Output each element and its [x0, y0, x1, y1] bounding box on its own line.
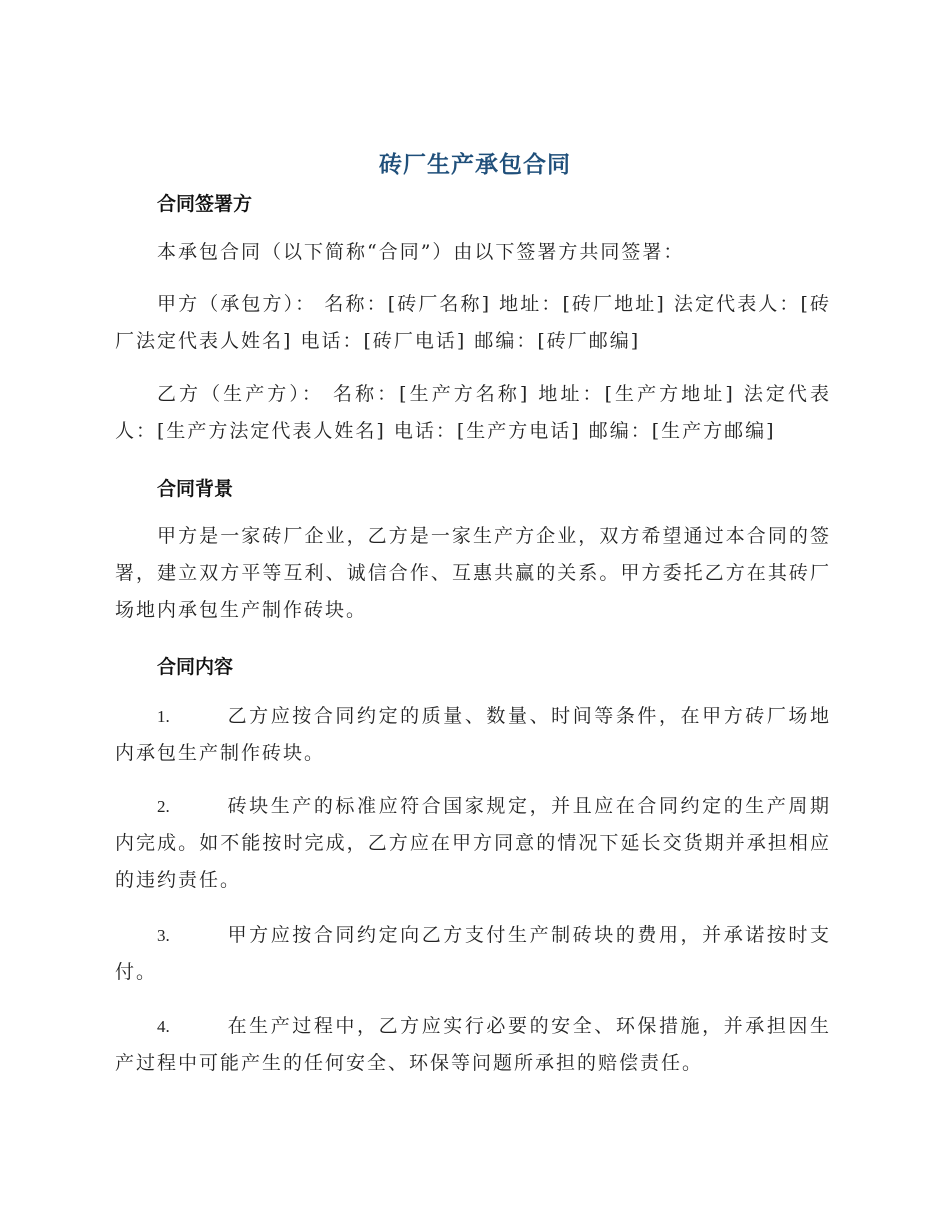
item-number: 1. [157, 707, 170, 726]
item-text: 甲方应按合同约定向乙方支付生产制砖块的费用，并承诺按时支付。 [115, 924, 831, 983]
document-title: 砖厂生产承包合同 [379, 152, 571, 178]
item-text: 砖块生产的标准应符合国家规定，并且应在合同约定的生产周期内完成。如不能按时完成，乙方应在甲方同意的情况下延长交货期并承担相应的违约责任。 [115, 795, 831, 891]
section-heading-signatories: 合同签署方 [157, 193, 253, 215]
background-text: 甲方是一家砖厂企业，乙方是一家生产方企业，双方希望通过本合同的签署，建立双方平等互利、诚信合作、互惠共赢的关系。甲方委托乙方在其砖厂场地内承包生产制作砖块。 [115, 525, 831, 621]
content-item [115, 698, 831, 772]
item-number: 3. [157, 926, 170, 945]
signatories-intro: 本承包合同（以下简称“合同”）由以下签署方共同签署： [157, 241, 685, 263]
item-text: 乙方应按合同约定的质量、数量、时间等条件，在甲方砖厂场地内承包生产制作砖块。 [115, 705, 831, 764]
content-item [115, 1008, 831, 1082]
content-item [115, 788, 831, 899]
section-heading-background: 合同背景 [157, 478, 234, 500]
content-item [115, 917, 831, 991]
item-number: 2. [157, 797, 170, 816]
party-b-details: 乙方（生产方）： 名称：[生产方名称] 地址：[生产方地址] 法定代表人：[生产方法定代表人姓名] 电话：[生产方电话] 邮编：[生产方邮编] [115, 383, 831, 442]
section-heading-content: 合同内容 [157, 656, 234, 678]
party-a-details: 甲方（承包方）： 名称：[砖厂名称] 地址：[砖厂地址] 法定代表人：[砖厂法定代表人姓名] 电话：[砖厂电话] 邮编：[砖厂邮编] [115, 293, 831, 352]
item-number: 4. [157, 1017, 170, 1036]
item-text: 在生产过程中，乙方应实行必要的安全、环保措施，并承担因生产过程中可能产生的任何安全、环保等问题所承担的赔偿责任。 [115, 1015, 831, 1074]
